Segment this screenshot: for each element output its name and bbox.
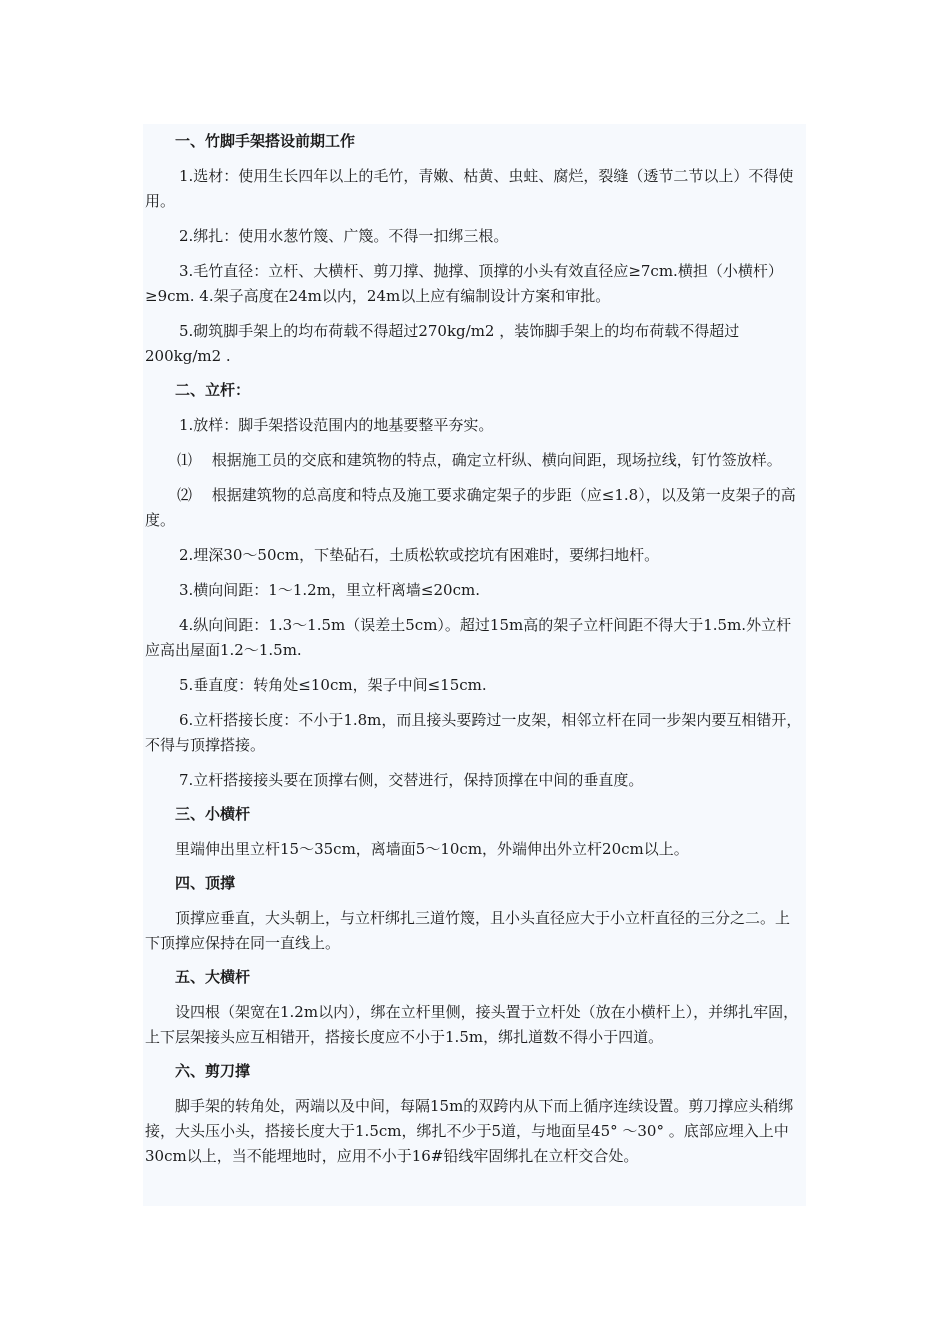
section-heading: 四、顶撑 <box>175 874 236 892</box>
paragraph: 3.横向间距：1～1.2m，里立杆离墙≤20cm. <box>179 581 480 599</box>
paragraph: 设四根（架宽在1.2m以内），绑在立杆里侧，接头置于立杆处（放在小横杆上），并绑扎牢固，上下层架接头应互相错开，搭接长度应不小于1.5m，绑扎道数不得小于四道。 <box>145 1003 799 1046</box>
paragraph: 2.绑扎：使用水葱竹篾、广篾。不得一扣绑三根。 <box>179 227 509 245</box>
paragraph: 1.放样：脚手架搭设范围内的地基要整平夯实。 <box>179 416 494 434</box>
paragraph: 2.埋深30～50cm，下垫砧石，土质松软或挖坑有困难时，要绑扫地杆。 <box>179 546 660 564</box>
paragraph: 脚手架的转角处，两端以及中间，每隔15m的双跨内从下而上循序连续设置。剪刀撑应头稍绑接，大头压小头，搭接长度大于1.5cm，绑扎不少于5道，与地面呈45° ～30° 。底部应埋入上中30cm以上，当不能埋地时，应用不小于16#铅线牢固绑扎在立杆交合处。 <box>145 1097 794 1165</box>
paragraph: 5.砌筑脚手架上的均布荷载不得超过270kg/m2 ，装饰脚手架上的均布荷载不得超过200kg/m2 . <box>145 322 740 365</box>
section-heading: 三、小横杆 <box>175 805 251 823</box>
paragraph: 7.立杆搭接接头要在顶撑右侧，交替进行，保持顶撑在中间的垂直度。 <box>179 771 644 789</box>
section-heading: 一、竹脚手架搭设前期工作 <box>175 132 356 150</box>
paragraph: 3.毛竹直径：立杆、大横杆、剪刀撑、抛撑、顶撑的小头有效直径应≥7cm.横担（小横杆）≥9cm. 4.架子高度在24m以内，24m以上应有编制设计方案和审批。 <box>145 262 783 305</box>
paragraph: 1.选材：使用生长四年以上的毛竹，青嫩、枯黄、虫蛀、腐烂，裂缝（透节二节以上）不得使用。 <box>145 167 794 210</box>
paragraph: 4.纵向间距：1.3～1.5m（误差土5cm）。超过15m高的架子立杆间距不得大于1.5m.外立杆应高出屋面1.2～1.5m. <box>145 616 792 659</box>
paragraph: 里端伸出里立杆15～35cm，离墙面5～10cm，外端伸出外立杆20cm以上。 <box>175 840 689 858</box>
paragraph: 6.立杆搭接长度：不小于1.8m，而且接头要跨过一皮架，相邻立杆在同一步架内要互相错开，不得与顶撑搭接。 <box>145 711 802 754</box>
paragraph: 5.垂直度：转角处≤10cm，架子中间≤15cm. <box>179 676 487 694</box>
paragraph: 顶撑应垂直，大头朝上，与立杆绑扎三道竹篾，且小头直径应大于小立杆直径的三分之二。上下顶撑应保持在同一直线上。 <box>145 909 791 952</box>
section-heading: 二、立杆： <box>175 381 251 399</box>
section-heading: 六、剪刀撑 <box>175 1062 251 1080</box>
section-heading: 五、大横杆 <box>175 968 251 986</box>
paragraph: ⑴ 根据施工员的交底和建筑物的特点，确定立杆纵、横向间距，现场拉线，钉竹签放样。 <box>177 451 782 469</box>
document-body <box>143 124 806 1206</box>
paragraph: ⑵ 根据建筑物的总高度和特点及施工要求确定架子的步距（应≤1.8），以及第一皮架子的高度。 <box>145 486 796 529</box>
